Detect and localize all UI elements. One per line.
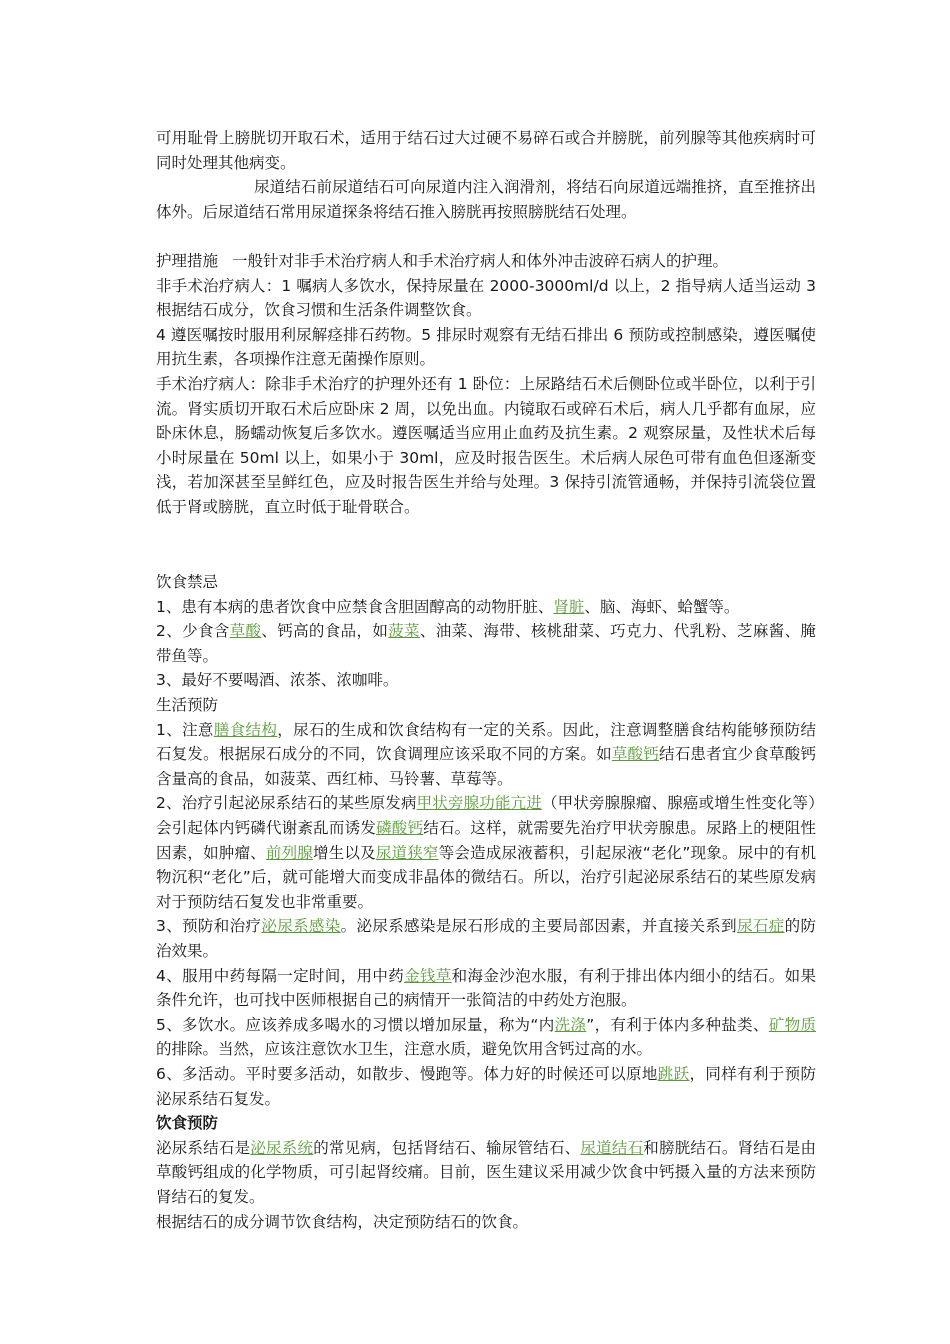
spacer (156, 546, 816, 571)
nursing-label: 护理措施 (156, 251, 219, 270)
text-segment: 的常见病，包括肾结石、输尿管结石、 (313, 1138, 581, 1157)
document-page (156, 126, 816, 1234)
diet-taboo-title: 饮食禁忌 (156, 573, 219, 592)
nursing-surgical: 手术治疗病人：除非手术治疗的护理外还有 1 卧位：上尿路结石术后侧卧位或半卧位，以利于引流。肾实质切开取石术后应卧床 2 周，以免出血。内镜取石或碎石术后，病人几乎都有血尿，应卧床休息，肠蠕动恢复后多饮水。遵医嘱适当应用止血药及抗生素。2 观察尿量，及性状术后每小时尿量在 50ml 以上，如果小于 30ml，应及时报告医生。术后病人尿色可带有血色但逐渐变浅，若加深甚至呈鲜红色，应及时报告医生并给与处理。3 保持引流管通畅，并保持引流袋位置低于肾或膀胱，直立时低于耻骨联合。 (156, 374, 816, 516)
link-urinary-system[interactable]: 泌尿系统 (250, 1138, 314, 1157)
link-washing[interactable]: 洗涤 (554, 1015, 587, 1034)
text-segment: 5、多饮水。应该养成多喝水的习惯以增加尿量，称为“内 (156, 1015, 555, 1034)
surgery-paragraph-1: 可用耻骨上膀胱切开取石术，适用于结石过大过硬不易碎石或合并膀胱，前列腺等其他疾病时可同时处理其他病变。 (156, 129, 816, 172)
nursing-intro-text: 一般针对非手术治疗病人和手术治疗病人和体外冲击波碎石病人的护理。 (232, 251, 729, 270)
text-segment: 2、治疗引起泌尿系结石的某些原发病 (156, 794, 417, 813)
text-segment: 、脑、海虾、蛤蟹等。 (584, 597, 740, 616)
link-hyperparathyroidism[interactable]: 甲状旁腺功能亢进 (416, 794, 542, 813)
text-segment: 1、注意 (156, 720, 214, 739)
life-prevention-title: 生活预防 (156, 696, 219, 715)
text-segment: 2、少食含 (156, 622, 230, 641)
link-urethral-stone[interactable]: 尿道结石 (580, 1138, 644, 1157)
text-segment: 增生以及 (313, 843, 376, 862)
link-kidney[interactable]: 肾脏 (553, 597, 585, 616)
spacer (156, 224, 816, 249)
text-segment: 结石。这样，就需要先治疗甲状旁腺患。尿路上的梗阻性因素，如肿瘤、 (156, 819, 816, 862)
text-segment: 、钙高的食品，如 (261, 622, 389, 641)
text-segment: ”，有利于体内多种盐类、 (586, 1015, 769, 1034)
text-segment: 。泌尿系感染是尿石形成的主要局部因素，并直接关系到 (340, 917, 738, 936)
text-segment: 和海金沙泡水服，有利于排出体内细小的结石。如果条件允许，也可找中医师根据自己的病情开一张简洁的中药处方泡服。 (156, 966, 816, 1010)
surgery-paragraph-2: 尿道结石前尿道结石可向尿道内注入润滑剂，将结石向尿道远端推挤，直至推挤出体外。后尿道结石常用尿道探条将结石推入膀胱再按照膀胱结石处理。 (156, 178, 816, 221)
text-segment: 3、预防和治疗 (156, 917, 262, 936)
link-lysimachia[interactable]: 金钱草 (404, 966, 452, 985)
link-calcium-oxalate[interactable]: 草酸钙 (611, 745, 659, 764)
text-segment: 的排除。当然，应该注意饮水卫生，注意水质，避免饮用含钙过高的水。 (156, 1040, 653, 1059)
link-spinach[interactable]: 菠菜 (388, 622, 420, 641)
diet-prevention-paragraph-2: 根据结石的成分调节饮食结构，决定预防结石的饮食。 (156, 1212, 529, 1231)
link-minerals[interactable]: 矿物质 (768, 1015, 816, 1034)
link-urolithiasis[interactable]: 尿石症 (737, 917, 785, 936)
text-segment: 等会造成尿液蓄积，引起尿液“老化”现象。尿中的有机物沉积“老化”后，就可能增大而变成非晶体的微结石。所以，治疗引起泌尿系结石的某些原发病对于预防结石复发也非常重要。 (156, 843, 816, 911)
link-diet-structure[interactable]: 膳食结构 (213, 720, 278, 739)
life-prevention-item-2 (156, 791, 816, 914)
text-segment: 和膀胱结石。肾结石是由草酸钙组成的化学物质，可引起肾绞痛。目前，医生建议采用减少饮食中钙摄入量的方法来预防肾结石的复发。 (156, 1138, 816, 1206)
nursing-non-surgical-2: 4 遵医嘱按时服用利尿解痉排石药物。5 排尿时观察有无结石排出 6 预防或控制感染，遵医嘱使用抗生素，各项操作注意无菌操作原则。 (156, 325, 816, 369)
nursing-non-surgical-1: 非手术治疗病人：1 嘱病人多饮水，保持尿量在 2000-3000ml/d 以上，2 指导病人适当运动 3 根据结石成分，饮食习惯和生活条件调整饮食。 (156, 276, 816, 320)
link-oxalic-acid[interactable]: 草酸 (229, 622, 262, 641)
diet-taboo-item-1 (156, 595, 816, 620)
text-segment: 结石患者宜少食草酸钙含量高的食品，如菠菜、西红柿、马铃薯、草莓等。 (156, 745, 816, 788)
text-segment: 1、患有本病的患者饮食中应禁食含胆固醇高的动物肝脏、 (156, 597, 554, 616)
link-calcium-phosphate[interactable]: 磷酸钙 (376, 819, 424, 838)
life-prevention-item-4 (156, 964, 816, 1013)
link-prostate[interactable]: 前列腺 (265, 843, 314, 862)
text-segment: 、油菜、海带、核桃甜菜、巧克力、代乳粉、芝麻酱、腌带鱼等。 (156, 622, 816, 665)
nursing-intro (156, 249, 816, 274)
diet-taboo-item-2 (156, 619, 816, 668)
link-urethral-stricture[interactable]: 尿道狭窄 (375, 843, 439, 862)
text-segment: ，尿石的生成和饮食结构有一定的关系。因此，注意调整膳食结构能够预防结石复发。根据尿石成分的不同，饮食调理应该采取不同的方案。如 (156, 720, 816, 764)
life-prevention-item-5 (156, 1013, 816, 1062)
life-prevention-item-3 (156, 914, 816, 963)
text-segment: 4、服用中药每隔一定时间，用中药 (156, 966, 405, 985)
diet-taboo-item-3: 3、最好不要喝酒、浓茶、浓咖啡。 (156, 671, 399, 690)
spacer (156, 520, 816, 546)
text-segment: （甲状旁腺腺瘤、腺癌或增生性变化等）会引起体内钙磷代谢紊乱而诱发 (156, 794, 816, 838)
text-segment: 的防治效果。 (156, 917, 816, 960)
diet-prevention-paragraph-1 (156, 1136, 816, 1210)
text-segment: ，同样有利于预防泌尿系结石复发。 (156, 1064, 816, 1108)
text-segment: 泌尿系结石是 (156, 1138, 251, 1157)
life-prevention-item-1 (156, 718, 816, 792)
link-jumping[interactable]: 跳跃 (657, 1064, 690, 1083)
text-segment: 6、多活动。平时要多活动，如散步、慢跑等。体力好的时候还可以原地 (156, 1064, 658, 1083)
life-prevention-item-6 (156, 1062, 816, 1111)
link-urinary-infection[interactable]: 泌尿系感染 (261, 917, 341, 936)
diet-prevention-title: 饮食预防 (156, 1114, 219, 1133)
